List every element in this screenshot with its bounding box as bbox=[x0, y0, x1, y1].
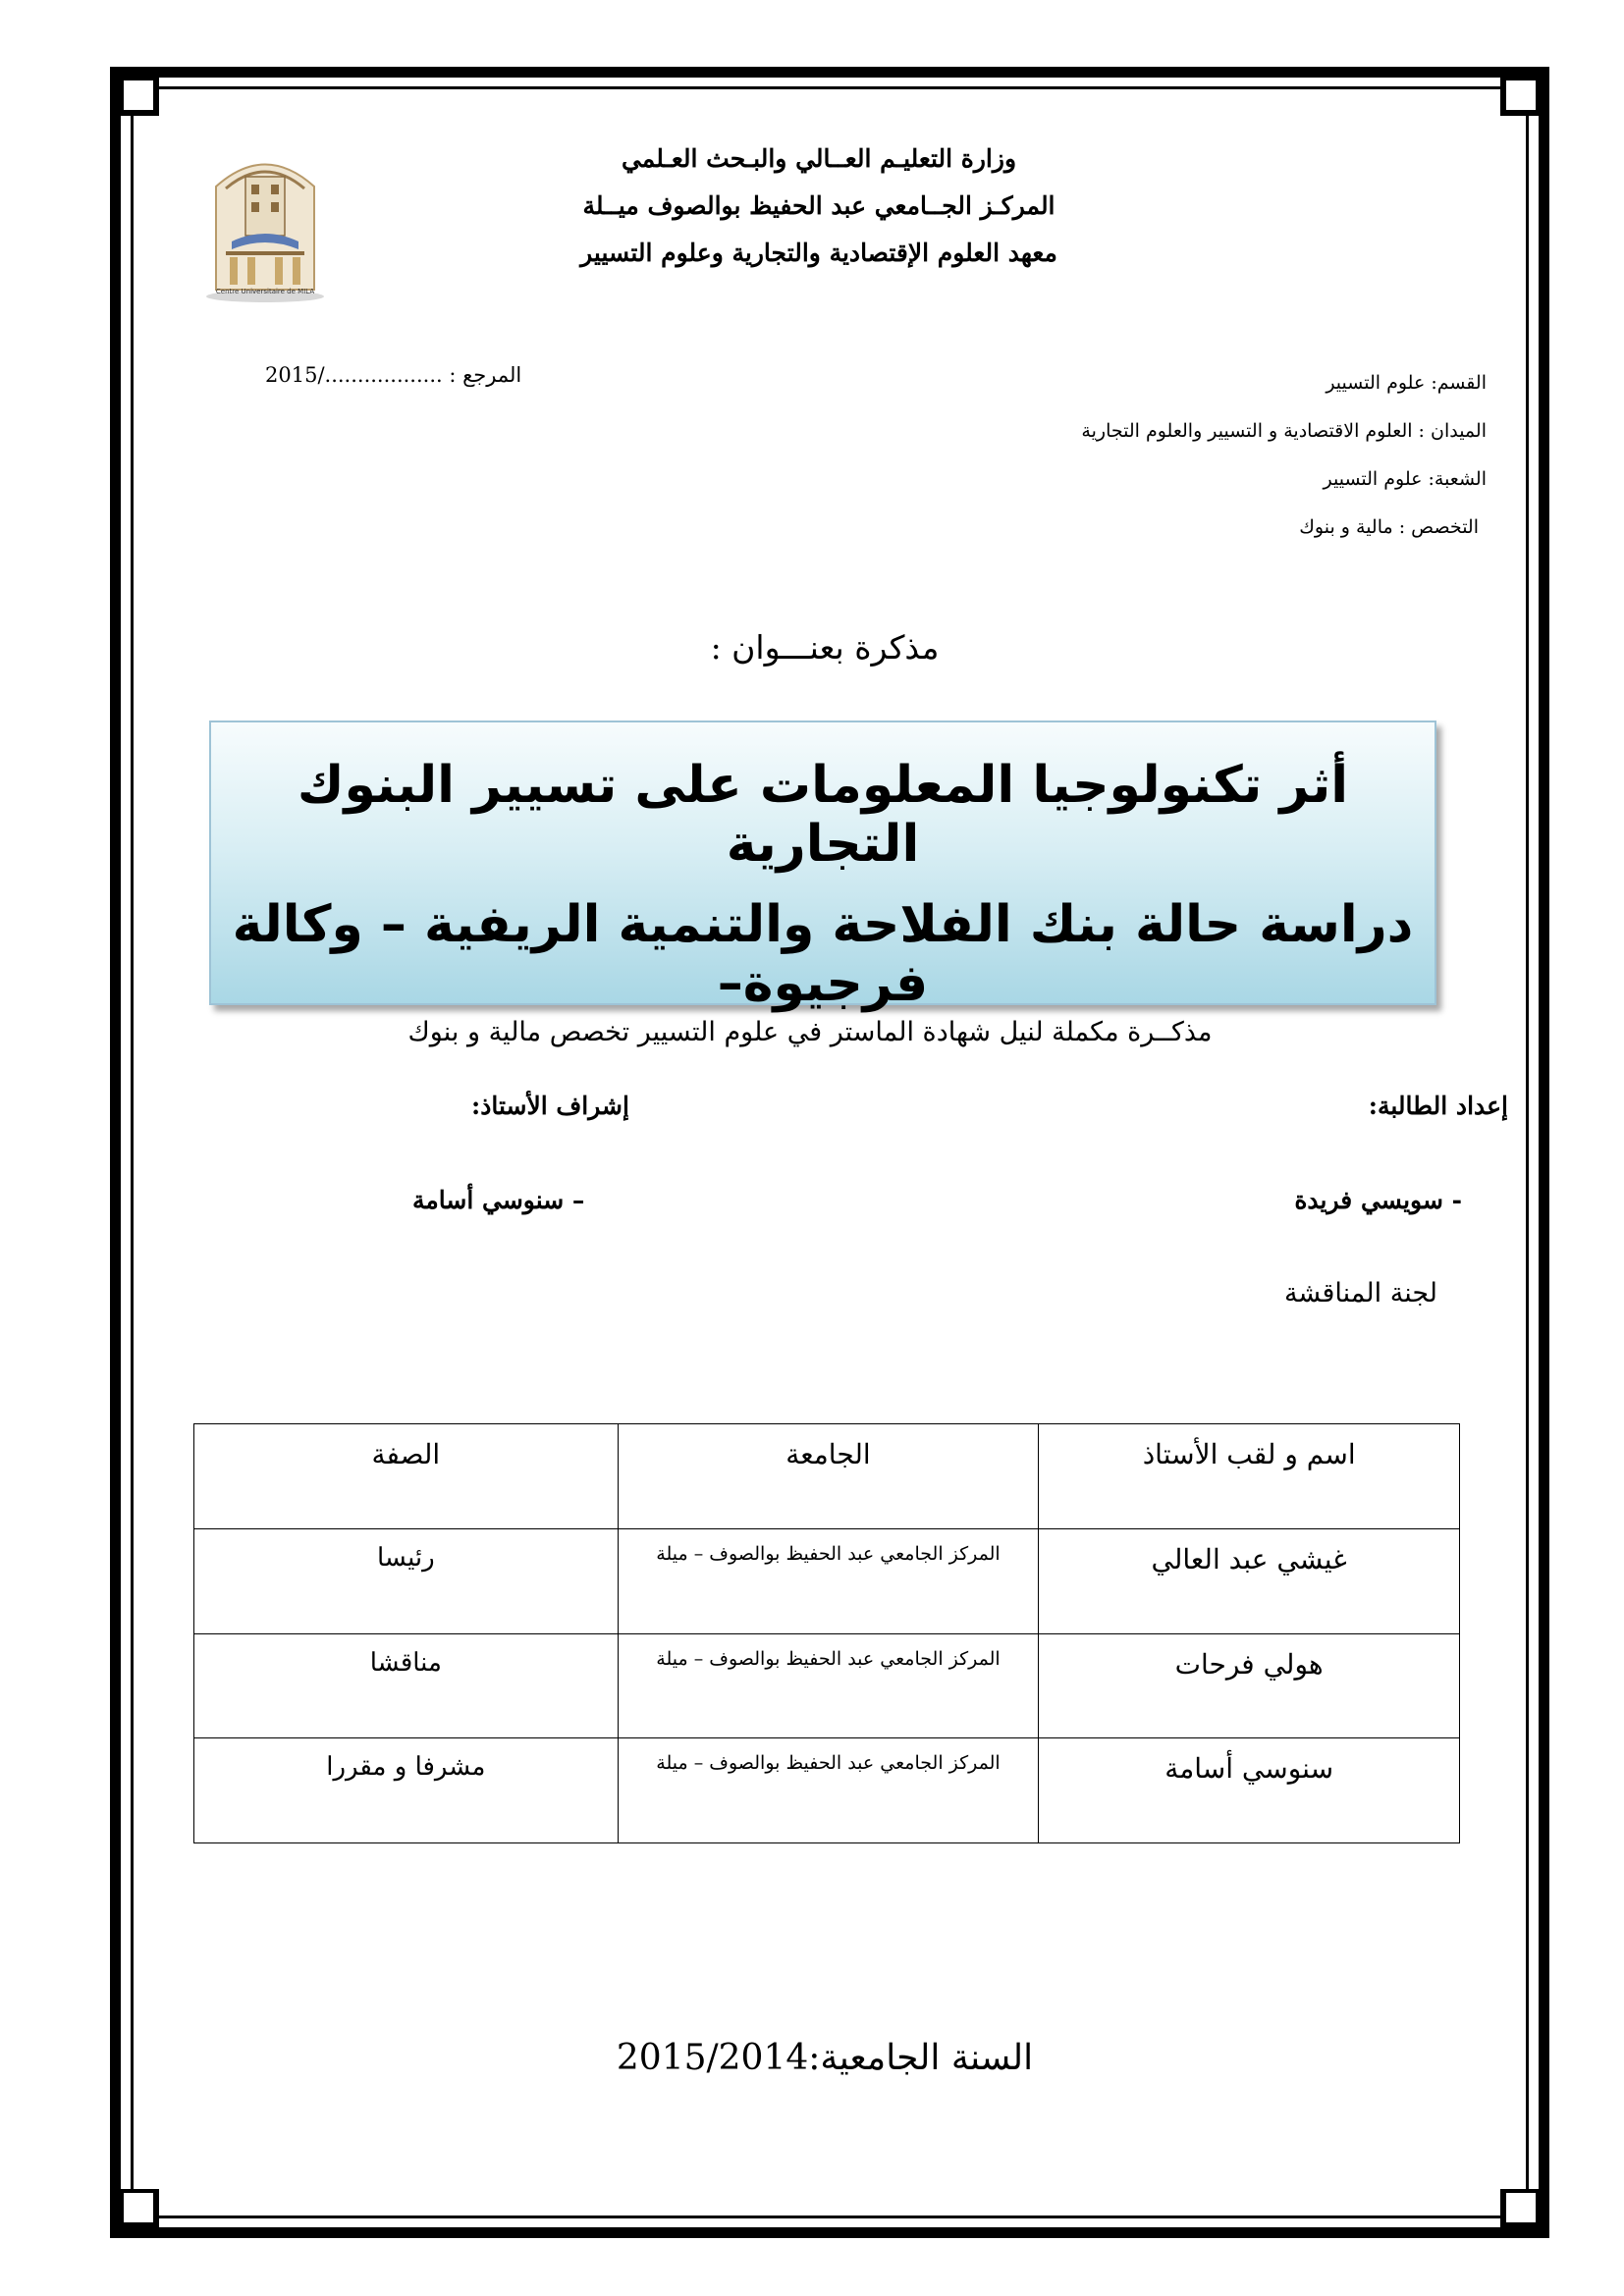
committee-label: لجنة المناقشة bbox=[1283, 1278, 1437, 1308]
jury-member-name: سنوسي أسامة bbox=[1039, 1738, 1460, 1843]
institution-header bbox=[544, 135, 1094, 277]
institute-name: معهد العلوم الإقتصادية والتجارية وعلوم التسيير bbox=[580, 239, 1057, 267]
border-corner-cut bbox=[124, 2193, 153, 2222]
department: القسم: علوم التسيير bbox=[1326, 372, 1487, 394]
border-corner-cut bbox=[1506, 2193, 1536, 2222]
table-header-row bbox=[194, 1424, 1460, 1529]
degree-statement: مذكــرة مكملة لنيل شهادة الماستر في علوم التسيير تخصص مالية و بنوك bbox=[407, 1017, 1213, 1047]
reference-number: المرجع : ................../2015 bbox=[265, 363, 522, 387]
memo-title-label: مذكرة بعنـــوان : bbox=[710, 628, 940, 667]
branch: الشعبة: علوم التسيير bbox=[1323, 468, 1487, 490]
border-corner-cut bbox=[124, 80, 153, 110]
column-header: الصفة bbox=[194, 1424, 619, 1529]
border-corner-cut bbox=[1506, 80, 1536, 110]
prepared-by-label: إعداد الطالبة: bbox=[1368, 1092, 1508, 1120]
student-name: - سويسي فريدة bbox=[1294, 1186, 1462, 1214]
logo-caption: Centre Universitaire de MILA bbox=[215, 288, 315, 295]
jury-member-role: رئيسا bbox=[194, 1528, 619, 1633]
jury-member-name: هولي فرحات bbox=[1039, 1633, 1460, 1738]
thesis-title: أثر تكنولوجيا المعلومات على تسيير البنوك التجارية bbox=[297, 756, 1349, 874]
jury-member-role: مناقشا bbox=[194, 1633, 619, 1738]
field: الميدان : العلوم الاقتصادية و التسيير والعلوم التجارية bbox=[1081, 420, 1487, 442]
table-row bbox=[194, 1633, 1460, 1738]
jury-member-university: المركز الجامعي عبد الحفيظ بوالصوف – ميلة bbox=[618, 1633, 1039, 1738]
jury-table bbox=[193, 1423, 1460, 1843]
supervisor-name: – سنوسي أسامة bbox=[412, 1186, 585, 1214]
supervisor-label: إشراف الأستاذ: bbox=[471, 1092, 629, 1120]
jury-member-university: المركز الجامعي عبد الحفيظ بوالصوف – ميلة bbox=[618, 1738, 1039, 1843]
specialty: التخصص : مالية و بنوك bbox=[1299, 516, 1479, 538]
jury-member-university: المركز الجامعي عبد الحفيظ بوالصوف – ميلة bbox=[618, 1528, 1039, 1633]
university-logo bbox=[196, 147, 334, 304]
jury-member-role: مشرفا و مقررا bbox=[194, 1738, 619, 1843]
program-info bbox=[799, 359, 1487, 552]
thesis-title-box bbox=[209, 721, 1436, 1013]
jury-member-name: غيشي عبد العالي bbox=[1039, 1528, 1460, 1633]
table-row bbox=[194, 1738, 1460, 1843]
table-row bbox=[194, 1528, 1460, 1633]
ministry-name: وزارة التعليـم العــالي والبـحث العـلمي bbox=[621, 144, 1017, 173]
column-header: اسم و لقب الأستاذ bbox=[1039, 1424, 1460, 1529]
university-name: المركـز الجــامعي عبد الحفيظ بوالصوف ميــلة bbox=[582, 191, 1056, 220]
thesis-subtitle: دراسة حالة بنك الفلاحة والتنمية الريفية – وكالة فرجيوة– bbox=[232, 895, 1414, 1013]
column-header: الجامعة bbox=[618, 1424, 1039, 1529]
academic-year: السنة الجامعية:2015/2014 bbox=[616, 2038, 1034, 2078]
